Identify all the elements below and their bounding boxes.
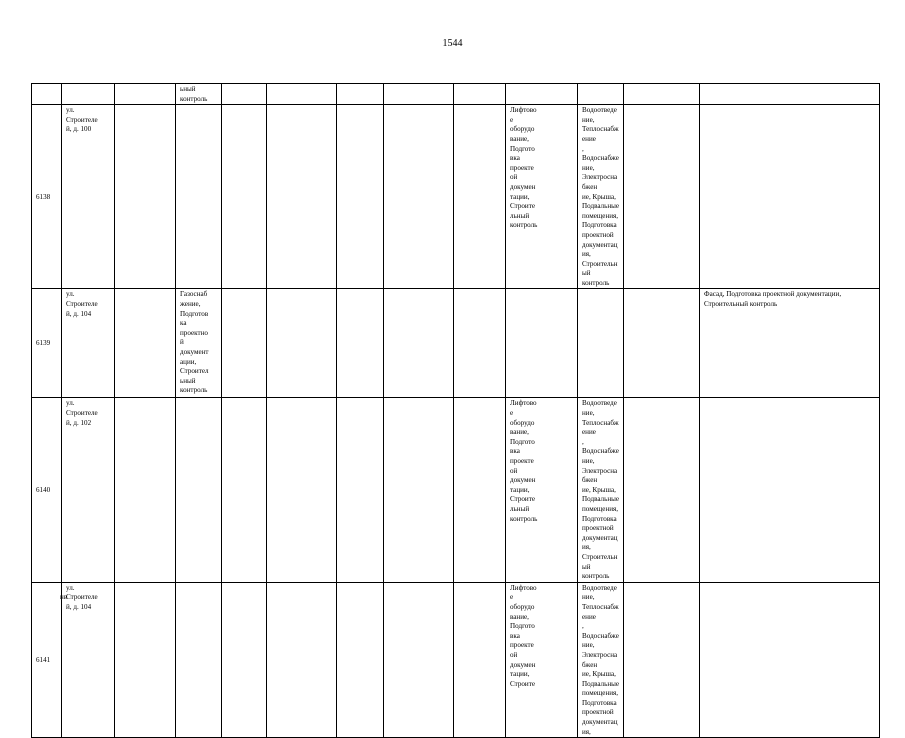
address-cell: ул. Строителе й, д. 104 xyxy=(62,289,115,398)
table-cell: Газоснаб жение, Подготов ка проектно й документ ации, Строител ьный контроль xyxy=(176,289,222,398)
row-id: 6139 xyxy=(32,289,62,398)
table-cell xyxy=(176,105,222,289)
table-row xyxy=(32,289,880,398)
table-cell: Лифтово е оборудо вание, Подгото вка проекте ой докумен тации, Строите льный контроль xyxy=(506,105,578,289)
page-number: 1544 xyxy=(442,38,463,49)
footer-mark: нв xyxy=(60,593,68,601)
row-id: 6141 xyxy=(32,582,62,738)
table-cell: Лифтово е оборудо вание, Подгото вка проекте ой докумен тации, Строите xyxy=(506,582,578,738)
table-cell xyxy=(176,582,222,738)
table-cell xyxy=(506,289,578,398)
address-cell: ул. Строителе й, д. 100 xyxy=(62,105,115,289)
table-row xyxy=(32,582,880,738)
table-row xyxy=(32,398,880,582)
address-cell: ул. Строителе й, д. 104 xyxy=(62,582,115,738)
table-cell xyxy=(624,105,700,289)
table-cell xyxy=(176,398,222,582)
table-cell: Лифтово е оборудо вание, Подгото вка проекте ой докумен тации, Строите льный контроль xyxy=(506,398,578,582)
table-row xyxy=(32,105,880,289)
row-id: 6138 xyxy=(32,105,62,289)
table-cell: Водоотведение, Теплоснабжение , Водоснабжение, Электроснабжен ие, Крыша, Подвальные помещения, Подготовка проектной документация, Строительный контроль xyxy=(578,398,624,582)
address-cell: ул. Строителе й, д. 102 xyxy=(62,398,115,582)
table-cell: Фасад, Подготовка проектной документации, Строительный контроль xyxy=(700,289,880,398)
table-cell: Водоотведение, Теплоснабжение , Водоснабжение, Электроснабжен ие, Крыша, Подвальные помещения, Подготовка проектной документация, xyxy=(578,582,624,738)
table-cell: ьный контроль xyxy=(176,84,222,105)
row-id: 6140 xyxy=(32,398,62,582)
table-cell: Водоотведение, Теплоснабжение , Водоснабжение, Электроснабжен ие, Крыша, Подвальные помещения, Подготовка проектной документация, Строительный контроль xyxy=(578,105,624,289)
table-cell xyxy=(578,289,624,398)
table-row xyxy=(32,84,880,105)
